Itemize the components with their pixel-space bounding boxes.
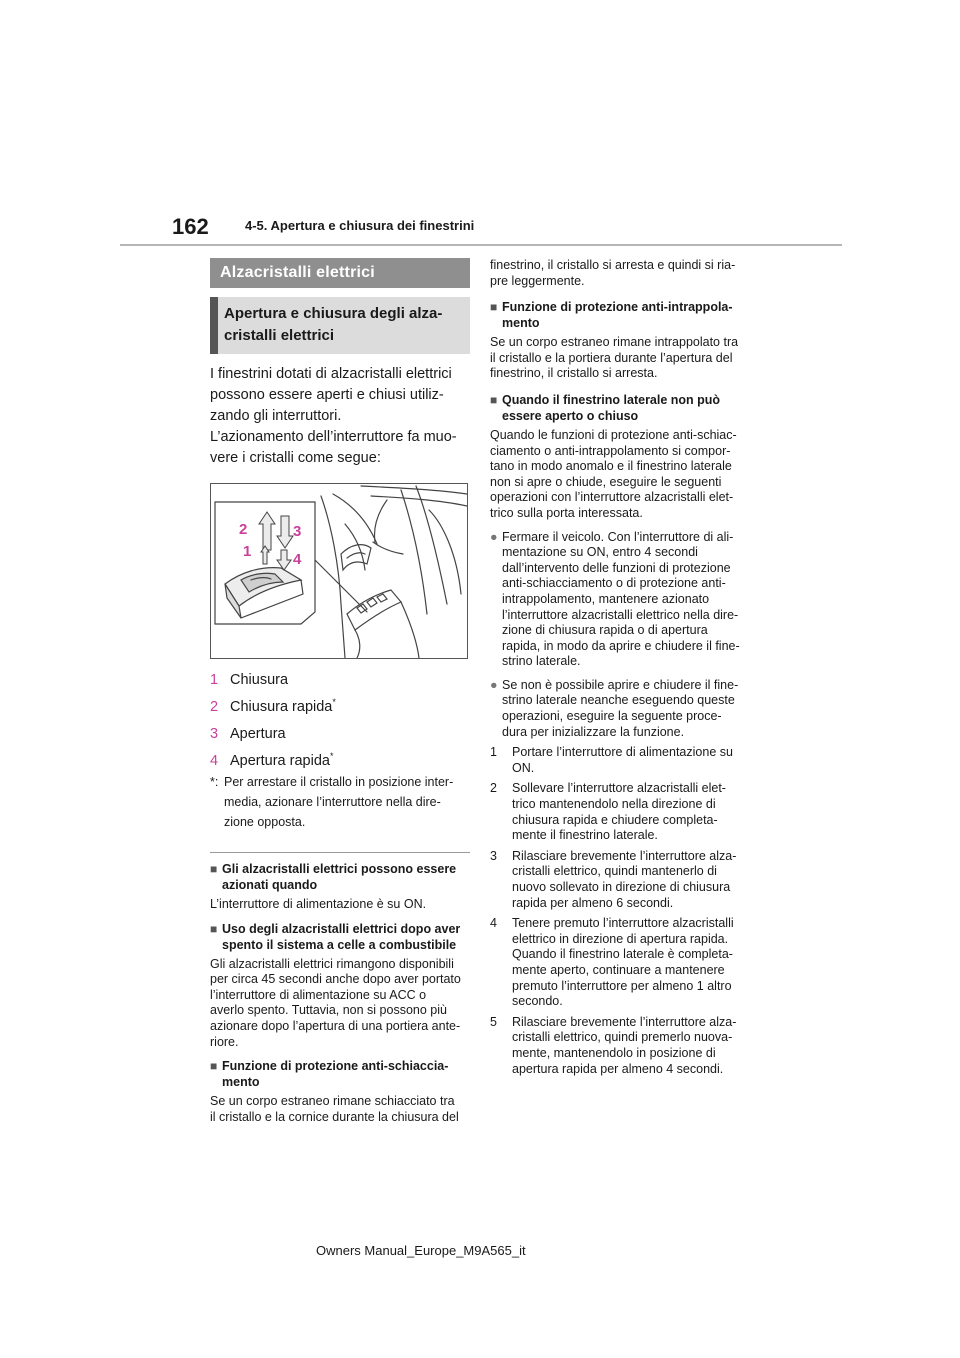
step-number: 2 <box>490 781 497 796</box>
note-body <box>490 335 752 382</box>
note-heading <box>490 299 752 331</box>
note-heading-line: Funzione di protezione anti-schiaccia- <box>222 1059 449 1074</box>
illustration-drawing <box>211 484 467 658</box>
note-line: per circa 45 secondi anche dopo aver portato <box>210 972 461 987</box>
bullet-item <box>490 530 752 670</box>
step-line: Portare l’interruttore di alimentazione su <box>512 745 733 760</box>
note-heading-line: essere aperto o chiuso <box>502 408 639 423</box>
step-line: mente, mantenendolo in posizione di <box>512 1045 716 1060</box>
bullet-line: operazioni, eseguire la seguente proce- <box>502 709 722 724</box>
square-bullet-icon: ■ <box>210 1059 218 1074</box>
intro-line: zando gli interruttori. <box>210 408 342 424</box>
note-line: il cristallo e la cornice durante la chiusura del <box>210 1109 459 1124</box>
bullet-line: dura per inizializzare la funzione. <box>502 724 685 739</box>
circle-bullet-icon: ● <box>490 677 498 692</box>
note-heading-line: spento il sistema a celle a combustibile <box>222 937 457 952</box>
note-body <box>490 428 752 522</box>
page-number: 162 <box>172 214 209 239</box>
step-line: secondo. <box>512 994 563 1009</box>
bullet-line: strino laterale. <box>502 654 581 669</box>
legend-text: Chiusura <box>230 671 289 688</box>
note-line: azionare dopo l’apertura di una portiera ante- <box>210 1018 461 1033</box>
note-line: Se un corpo estraneo rimane schiacciato tra <box>210 1094 455 1109</box>
note-heading-line: mento <box>502 316 540 331</box>
legend-number: 1 <box>210 671 219 688</box>
figure-label-4: 4 <box>293 551 302 568</box>
note-line: tano in modo anomalo e il finestrino laterale <box>490 459 732 474</box>
note-heading-line: Uso degli alzacristalli elettrici dopo aver <box>222 921 461 936</box>
note-line: trico sulla porta interessata. <box>490 505 643 520</box>
note-line: riore. <box>210 1034 239 1049</box>
step-line: chiusura rapida e chiudere completa- <box>512 812 718 827</box>
step-number: 5 <box>490 1014 497 1029</box>
step-line: Quando il finestrino laterale è completa- <box>512 947 733 962</box>
note-heading-line: Funzione di protezione anti-intrappola- <box>502 300 733 315</box>
note-line: L’interruttore di alimentazione è su ON. <box>210 897 427 911</box>
step-line: premuto l’interruttore per almeno 1 altro <box>512 978 732 993</box>
legend-list <box>210 662 470 770</box>
legend-item <box>210 743 470 770</box>
step-item <box>490 1015 752 1077</box>
bullet-line: Fermare il veicolo. Con l’interruttore di ali- <box>502 529 734 544</box>
figure-label-3: 3 <box>293 523 302 540</box>
footer-document-reference: Owners Manual_Europe_M9A565_it <box>316 1243 526 1258</box>
note-line: pre leggermente. <box>490 273 585 288</box>
note-line: il cristallo e la portiera durante l’apertura del <box>490 350 733 365</box>
note-heading <box>210 921 470 953</box>
note-line: l’interruttore di alimentazione su ACC o <box>210 987 427 1002</box>
step-number: 3 <box>490 848 497 863</box>
intro-line: L’azionamento dell’interruttore fa muo- <box>210 429 457 445</box>
continuation-text <box>490 258 752 289</box>
chapter-title: 4-5. Apertura e chiusura dei finestrini <box>245 218 475 233</box>
note-heading-line: Gli alzacristalli elettrici possono essere <box>222 862 457 876</box>
power-window-switch-illustration <box>210 483 468 659</box>
footnote-mark: *: <box>210 775 219 789</box>
legend-number: 4 <box>210 752 219 769</box>
bullet-item <box>490 678 752 740</box>
intro-line: vere i cristalli come segue: <box>210 450 381 466</box>
step-item <box>490 916 752 1010</box>
step-line: Tenere premuto l’interruttore alzacristalli <box>512 916 734 931</box>
subsection-title-line: Apertura e chiusura degli alza- <box>224 305 443 322</box>
note-line: operazioni con l’interruttore alzacristalli elet- <box>490 490 734 505</box>
bullet-line: dall’intervento delle funzioni di protezione <box>502 560 731 575</box>
footnote <box>210 772 470 832</box>
circle-bullet-icon: ● <box>490 529 498 544</box>
step-line: ON. <box>512 760 535 775</box>
footnote-line: media, azionare l’interruttore nella dire- <box>224 795 441 809</box>
step-item <box>490 781 752 843</box>
footnote-line: Per arrestare il cristallo in posizione inter- <box>224 775 454 789</box>
square-bullet-icon: ■ <box>210 921 218 936</box>
step-number: 4 <box>490 916 497 931</box>
note-body <box>210 957 470 1051</box>
step-line: mente il finestrino laterale. <box>512 828 658 843</box>
bullet-line: anti-schiacciamento o di protezione anti- <box>502 576 726 591</box>
bullet-line: Se non è possibile aprire e chiudere il fine- <box>502 677 739 692</box>
square-bullet-icon: ■ <box>490 392 498 407</box>
bullet-line: zione di chiusura rapida o di apertura <box>502 623 708 638</box>
legend-text: Chiusura rapida* <box>230 697 336 715</box>
intro-paragraph <box>210 364 470 469</box>
note-heading-line: Quando il finestrino laterale non può <box>502 392 721 407</box>
note-heading-line: mento <box>222 1075 260 1090</box>
step-line: cristalli elettrico, quindi mantenerlo di <box>512 864 717 879</box>
left-column <box>210 258 470 1125</box>
step-item <box>490 849 752 911</box>
note-heading <box>210 861 470 893</box>
step-number: 1 <box>490 745 497 760</box>
legend-item <box>210 689 470 716</box>
square-bullet-icon: ■ <box>210 862 218 876</box>
figure-label-1: 1 <box>243 543 252 560</box>
legend-item <box>210 662 470 689</box>
note-heading-line: azionati quando <box>222 878 318 892</box>
step-line: apertura rapida per almeno 4 secondi. <box>512 1061 724 1076</box>
bullet-line: rapida, in modo da aprire e chiudere il fine- <box>502 638 740 653</box>
square-bullet-icon: ■ <box>490 300 498 315</box>
step-line: nuovo sollevato in direzione di chiusura <box>512 880 731 894</box>
step-line: rapida per almeno 6 secondi. <box>512 895 674 910</box>
note-line: finestrino, il cristallo si arresta e quindi si ria- <box>490 258 736 272</box>
bullet-line: strino laterale neanche eseguendo queste <box>502 693 735 708</box>
bullet-line: l’interruttore alzacristalli elettrico nella dire- <box>502 607 739 622</box>
section-divider <box>210 852 470 853</box>
legend-item <box>210 716 470 743</box>
step-line: trico mantenendolo nella direzione di <box>512 797 716 812</box>
footnote-line: zione opposta. <box>224 815 306 829</box>
legend-number: 3 <box>210 725 219 742</box>
note-line: averlo spento. Tuttavia, non si possono più <box>210 1003 447 1018</box>
intro-line: I finestrini dotati di alzacristalli elettrici <box>210 366 452 382</box>
note-line: non si apre o chiude, eseguire le seguenti <box>490 474 722 489</box>
step-line: elettrico in direzione di apertura rapida. <box>512 931 729 946</box>
note-line: ciamento o anti-intrappolamento si compor- <box>490 443 731 458</box>
legend-number: 2 <box>210 698 219 715</box>
section-title: Alzacristalli elettrici <box>210 258 470 288</box>
right-column <box>490 258 752 1077</box>
step-line: Rilasciare brevemente l’interruttore alza- <box>512 848 737 863</box>
step-item <box>490 745 752 776</box>
note-line: Se un corpo estraneo rimane intrappolato tra <box>490 335 739 350</box>
header-rule <box>120 244 842 246</box>
legend-text: Apertura <box>230 725 286 742</box>
step-line: cristalli elettrico, quindi premerlo nuova- <box>512 1030 733 1045</box>
intro-line: possono essere aperti e chiusi utiliz- <box>210 387 444 403</box>
step-line: Rilasciare brevemente l’interruttore alza- <box>512 1014 737 1029</box>
note-heading <box>490 392 752 424</box>
subsection-title-line: cristalli elettrici <box>224 327 335 344</box>
note-line: Gli alzacristalli elettrici rimangono disponibili <box>210 956 454 971</box>
subsection-title <box>210 297 470 354</box>
figure-label-2: 2 <box>239 521 248 538</box>
bullet-line: intrappolamento, mantenere azionato <box>502 591 710 606</box>
legend-text: Apertura rapida* <box>230 751 334 769</box>
step-line: mente aperto, continuare a mantenere <box>512 962 725 977</box>
note-heading <box>210 1058 470 1090</box>
step-line: Sollevare l’interruttore alzacristalli elet- <box>512 781 726 796</box>
note-body <box>210 1094 470 1125</box>
bullet-line: mentazione su ON, entro 4 secondi <box>502 545 698 560</box>
note-line: Quando le funzioni di protezione anti-schiac- <box>490 427 737 442</box>
note-line: finestrino, il cristallo si arresta. <box>490 366 658 381</box>
note-body <box>210 897 470 913</box>
